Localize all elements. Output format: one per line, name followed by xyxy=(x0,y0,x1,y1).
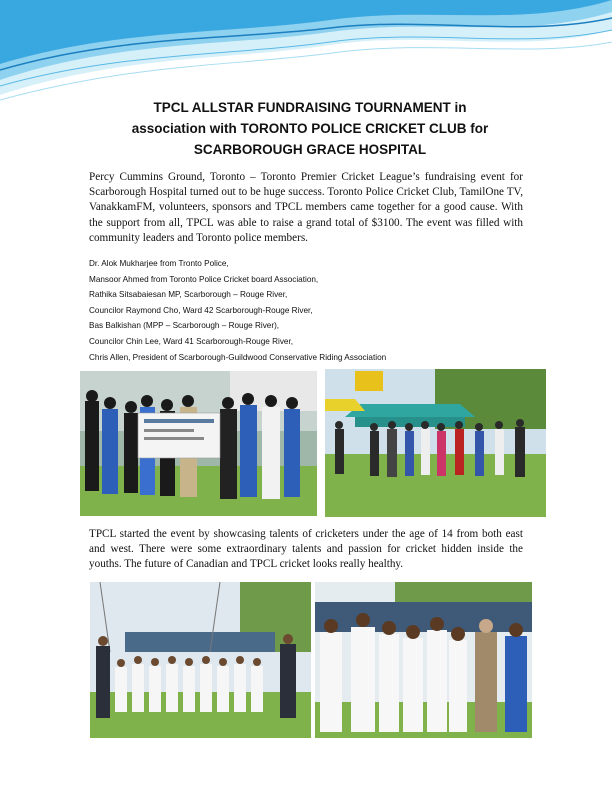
title-line-3: SCARBOROUGH GRACE HOSPITAL xyxy=(193,142,427,157)
guest-item: Bas Balkishan (MPP – Scarborough – Rouge River), xyxy=(89,321,280,331)
guest-item: Rathika Sitsabaiesan MP, Scarborough – Rouge River, xyxy=(89,290,288,300)
intro-paragraph: Percy Cummins Ground, Toronto – Toronto Premier Cricket League’s fundraising event for Scarborough Hospital turned out to be huge success. Toronto Police Cricket Club, TamilOne TV, VanakkamFM, volunteers, sponsors and TPCL members came together for a good cause. With the support from all, TPCL was able to raise a grand total of $3100. The event was filled with community leaders and Toronto police members. xyxy=(89,171,523,244)
photo-youth-medals xyxy=(315,582,532,738)
photo-cheque-presentation xyxy=(80,371,317,516)
guest-item: Dr. Alok Mukharjee from Tronto Police, xyxy=(89,259,229,268)
youth-paragraph: TPCL started the event by showcasing talents of cricketers under the age of 14 from both east and west. There were some extraordinary talents and passion for cricket hidden inside the youths. The future of Canadian and TPCL cricket looks really healthy. xyxy=(89,528,523,571)
guest-item: Mansoor Ahmed from Toronto Police Cricket board Association, xyxy=(89,274,319,284)
photo-event-tent xyxy=(325,369,546,517)
document-title xyxy=(60,97,560,160)
title-line-1: TPCL ALLSTAR FUNDRAISING TOURNAMENT in xyxy=(153,100,467,115)
guest-item: Councilor Chin Lee, Ward 41 Scarborough-Rouge River, xyxy=(89,336,294,346)
title-line-2: association with TORONTO POLICE CRICKET CLUB for xyxy=(131,121,489,136)
guest-list xyxy=(89,256,559,365)
guest-item: Councilor Raymond Cho, Ward 42 Scarborough-Rouge River, xyxy=(89,305,313,315)
photo-youth-team-police xyxy=(90,582,311,738)
guest-item: Chris Allen, President of Scarborough-Guildwood Conservative Riding Association xyxy=(89,352,387,362)
